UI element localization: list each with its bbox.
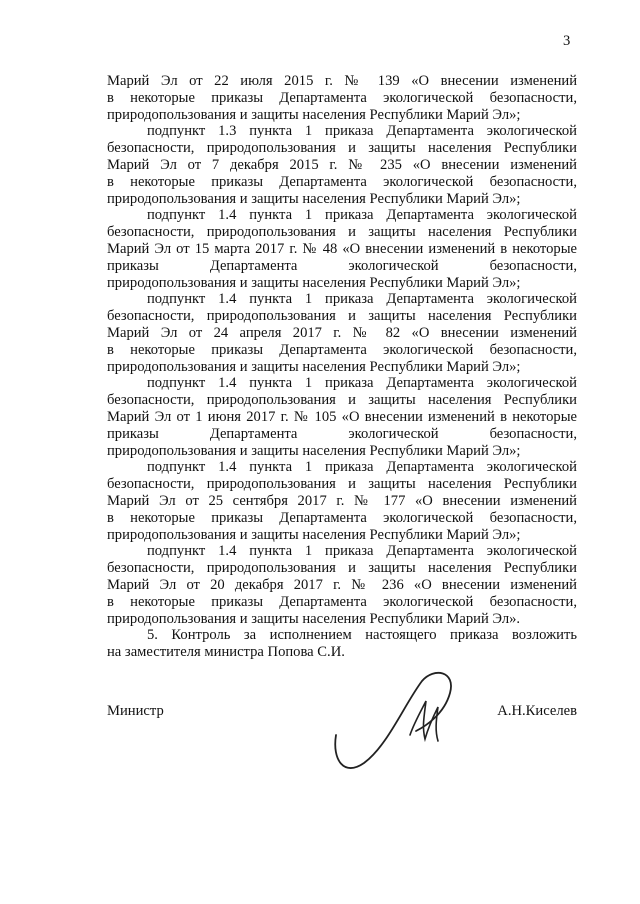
handwritten-signature: [330, 665, 470, 780]
paragraph-item-5: [107, 627, 577, 661]
signature-stroke: [410, 701, 438, 741]
paragraph-subitem: [107, 123, 577, 207]
text-line: Марий Эл от 22 июля 2015 г. № 139 «О внесении изменений: [107, 73, 577, 89]
text-line: Марий Эл от 24 апреля 2017 г. № 82 «О внесении изменений: [107, 324, 577, 341]
paragraph-continuation: [107, 73, 577, 123]
text-line: безопасности, природопользования и защиты населения Республики: [107, 224, 577, 241]
paragraph-subitem: [107, 459, 577, 543]
text-line: природопользования и защиты населения Республики Марий Эл»;: [107, 106, 521, 123]
text-line: подпункт 1.3 пункта 1 приказа Департамента экологической: [147, 123, 577, 140]
text-line: Марий Эл от 15 марта 2017 г. № 48 «О внесении изменений в некоторые: [107, 240, 577, 257]
text-line: в некоторые приказы Департамента экологической безопасности,: [107, 341, 577, 358]
text-line: приказы Департамента экологической безопасности,: [107, 425, 577, 442]
text-line: безопасности, природопользования и защиты населения Республики: [107, 560, 577, 577]
paragraph-subitem: [107, 207, 577, 291]
text-line: природопользования и защиты населения Республики Марий Эл»;: [107, 442, 521, 459]
text-line: Марий Эл от 20 декабря 2017 г. № 236 «О внесении изменений: [107, 576, 577, 593]
text-line: в некоторые приказы Департамента экологической безопасности,: [107, 593, 577, 610]
text-line: подпункт 1.4 пункта 1 приказа Департамента экологической: [147, 543, 577, 560]
text-line: подпункт 1.4 пункта 1 приказа Департамента экологической: [147, 207, 577, 224]
text-line: природопользования и защиты населения Республики Марий Эл»;: [107, 274, 521, 291]
signatory-title: Министр: [107, 703, 164, 719]
text-line: приказы Департамента экологической безопасности,: [107, 257, 577, 274]
text-line: природопользования и защиты населения Республики Марий Эл».: [107, 610, 521, 627]
signature-stroke: [335, 673, 451, 768]
text-line: безопасности, природопользования и защиты населения Республики: [107, 392, 577, 409]
text-line: природопользования и защиты населения Республики Марий Эл»;: [107, 190, 521, 207]
text-line: 5. Контроль за исполнением настоящего приказа возложить: [147, 627, 577, 644]
text-line: природопользования и защиты населения Республики Марий Эл»;: [107, 358, 521, 375]
paragraph-subitem: [107, 375, 577, 459]
document-body: [107, 73, 577, 661]
text-line: безопасности, природопользования и защиты населения Республики: [107, 308, 577, 325]
text-line: подпункт 1.4 пункта 1 приказа Департамента экологической: [147, 375, 577, 392]
text-line: в некоторые приказы Департамента экологической безопасности,: [107, 509, 577, 526]
signatory-name: А.Н.Киселев: [497, 703, 577, 719]
text-line: на заместителя министра Попова С.И.: [107, 644, 345, 661]
text-line: в некоторые приказы Департамента экологической безопасности,: [107, 89, 577, 106]
text-line: природопользования и защиты населения Республики Марий Эл»;: [107, 526, 521, 543]
text-line: подпункт 1.4 пункта 1 приказа Департамента экологической: [147, 459, 577, 476]
text-line: подпункт 1.4 пункта 1 приказа Департамента экологической: [147, 291, 577, 308]
page-number: 3: [563, 33, 571, 49]
text-line: в некоторые приказы Департамента экологической безопасности,: [107, 173, 577, 190]
paragraph-subitem: [107, 291, 577, 375]
text-line: Марий Эл от 25 сентября 2017 г. № 177 «О внесении изменений: [107, 492, 577, 509]
text-line: Марий Эл от 1 июня 2017 г. № 105 «О внесении изменений в некоторые: [107, 408, 577, 425]
text-line: безопасности, природопользования и защиты населения Республики: [107, 476, 577, 493]
paragraph-subitem: [107, 543, 577, 627]
text-line: Марий Эл от 7 декабря 2015 г. № 235 «О внесении изменений: [107, 156, 577, 173]
text-line: безопасности, природопользования и защиты населения Республики: [107, 140, 577, 157]
